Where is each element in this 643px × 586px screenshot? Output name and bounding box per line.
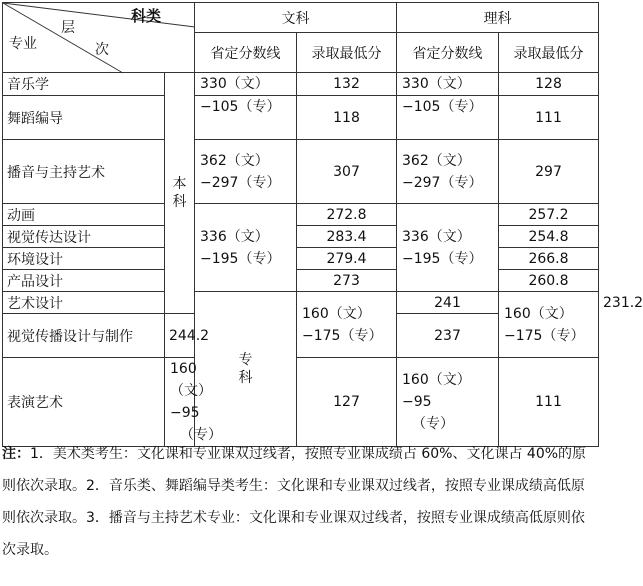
broadcast-li-line: 362（文） −297（专） [397,140,499,204]
level-benke: 本科 [165,73,195,314]
visual-comm-li-min: 237 [397,314,499,358]
visual-wen-min: 283.4 [297,226,397,248]
animation-wen-min: 272.8 [297,204,397,226]
major-dance: 舞蹈编导 [3,96,165,140]
music-wen-line: 330（文） [195,73,297,96]
wen-header: 文科 [195,3,397,33]
li-min-header: 录取最低分 [499,33,599,73]
major-animation: 动画 [3,204,165,226]
major-broadcast: 播音与主持艺术 [3,140,165,204]
zhuan-group-li-line: 160（文） −175（专） [499,292,599,358]
broadcast-li-min: 297 [499,140,599,204]
major-perform: 表演艺术 [3,358,165,447]
perform-li-line: 160（文）−95 （专） [397,358,499,447]
broadcast-wen-min: 307 [297,140,397,204]
dance-wen-min: 118 [297,96,397,140]
wen-line-header: 省定分数线 [195,33,297,73]
broadcast-wen-line: 362（文） −297（专） [195,140,297,204]
major-music: 音乐学 [3,73,165,96]
perform-li-min: 111 [499,358,599,447]
level-zhuanke: 专科 [195,292,297,447]
visual-comm-wen-min: 244.2 [165,314,195,358]
product-wen-min: 273 [297,270,397,292]
major-visual-comm: 视觉传播设计与制作 [3,314,165,358]
major-art: 艺术设计 [3,292,165,314]
dance-li-line: −105（专） [397,96,499,140]
footnote-label: 注： [2,446,30,462]
visual-li-min: 254.8 [499,226,599,248]
footnote-text: 1．美术类考生：文化课和专业课双过线者，按照专业课成绩占 60%、文化课占 40%的原则依次录取。2．音乐类、舞蹈编导类考生：文化课和专业课双过线者，按照专业课成绩高低原则依次录取。3．播音与主持艺术专业：文化课和专业课双过线者，按照专业课成绩高低原则依次录取。 [2,446,587,558]
art-wen-min: 241 [397,292,499,314]
design-group-wen-line: 336（文） −195（专） [195,204,297,292]
perform-wen-min: 127 [297,358,397,447]
dance-li-min: 111 [499,96,599,140]
perform-wen-line: 160（文）−95 （专） [165,358,195,447]
wen-min-header: 录取最低分 [297,33,397,73]
corner-level-label-2: 次 [95,42,109,58]
music-li-line: 330（文） [397,73,499,96]
admission-score-table: 科类 层 次 专业 文科 理科 省定分数线 录取最低分 省定分数线 录取最低分 音乐学 本科 330（文） 132 330（文） 128 舞蹈编导 −105（专） 118 −105（专） 111 播音与主持艺术 362（文） −297（专） 307 362（文） −297（专） 297 动画 336（文） −195（专） 272.8 336（文） −195（专） 257.2 视觉传达设计 283.4 254.8 环境设计 279.4 266.8 产品设计 273 260.8 艺术设计 专科 160（文） −175（专） 241 160（文） −175（专） 231.2 视觉传播设计与制作 244.2 237 表演艺术 160（文）−95 （专） 127 160（文）−95 （专） 111 [2,2,599,447]
dance-wen-line: −105（专） [195,96,297,140]
corner-category-label: 科类 [131,7,162,25]
animation-li-min: 257.2 [499,204,599,226]
major-visual: 视觉传达设计 [3,226,165,248]
major-product: 产品设计 [3,270,165,292]
env-li-min: 266.8 [499,248,599,270]
env-wen-min: 279.4 [297,248,397,270]
zhuan-group-wen-line: 160（文） −175（专） [297,292,397,358]
corner-level-label-1: 层 [61,20,75,36]
product-li-min: 260.8 [499,270,599,292]
header-corner-cell [3,3,195,73]
design-group-li-line: 336（文） −195（专） [397,204,499,292]
corner-major-label: 专业 [9,36,37,52]
music-li-min: 128 [499,73,599,96]
li-line-header: 省定分数线 [397,33,499,73]
major-env: 环境设计 [3,248,165,270]
li-header: 理科 [397,3,599,33]
music-wen-min: 132 [297,73,397,96]
footnote [2,438,594,566]
